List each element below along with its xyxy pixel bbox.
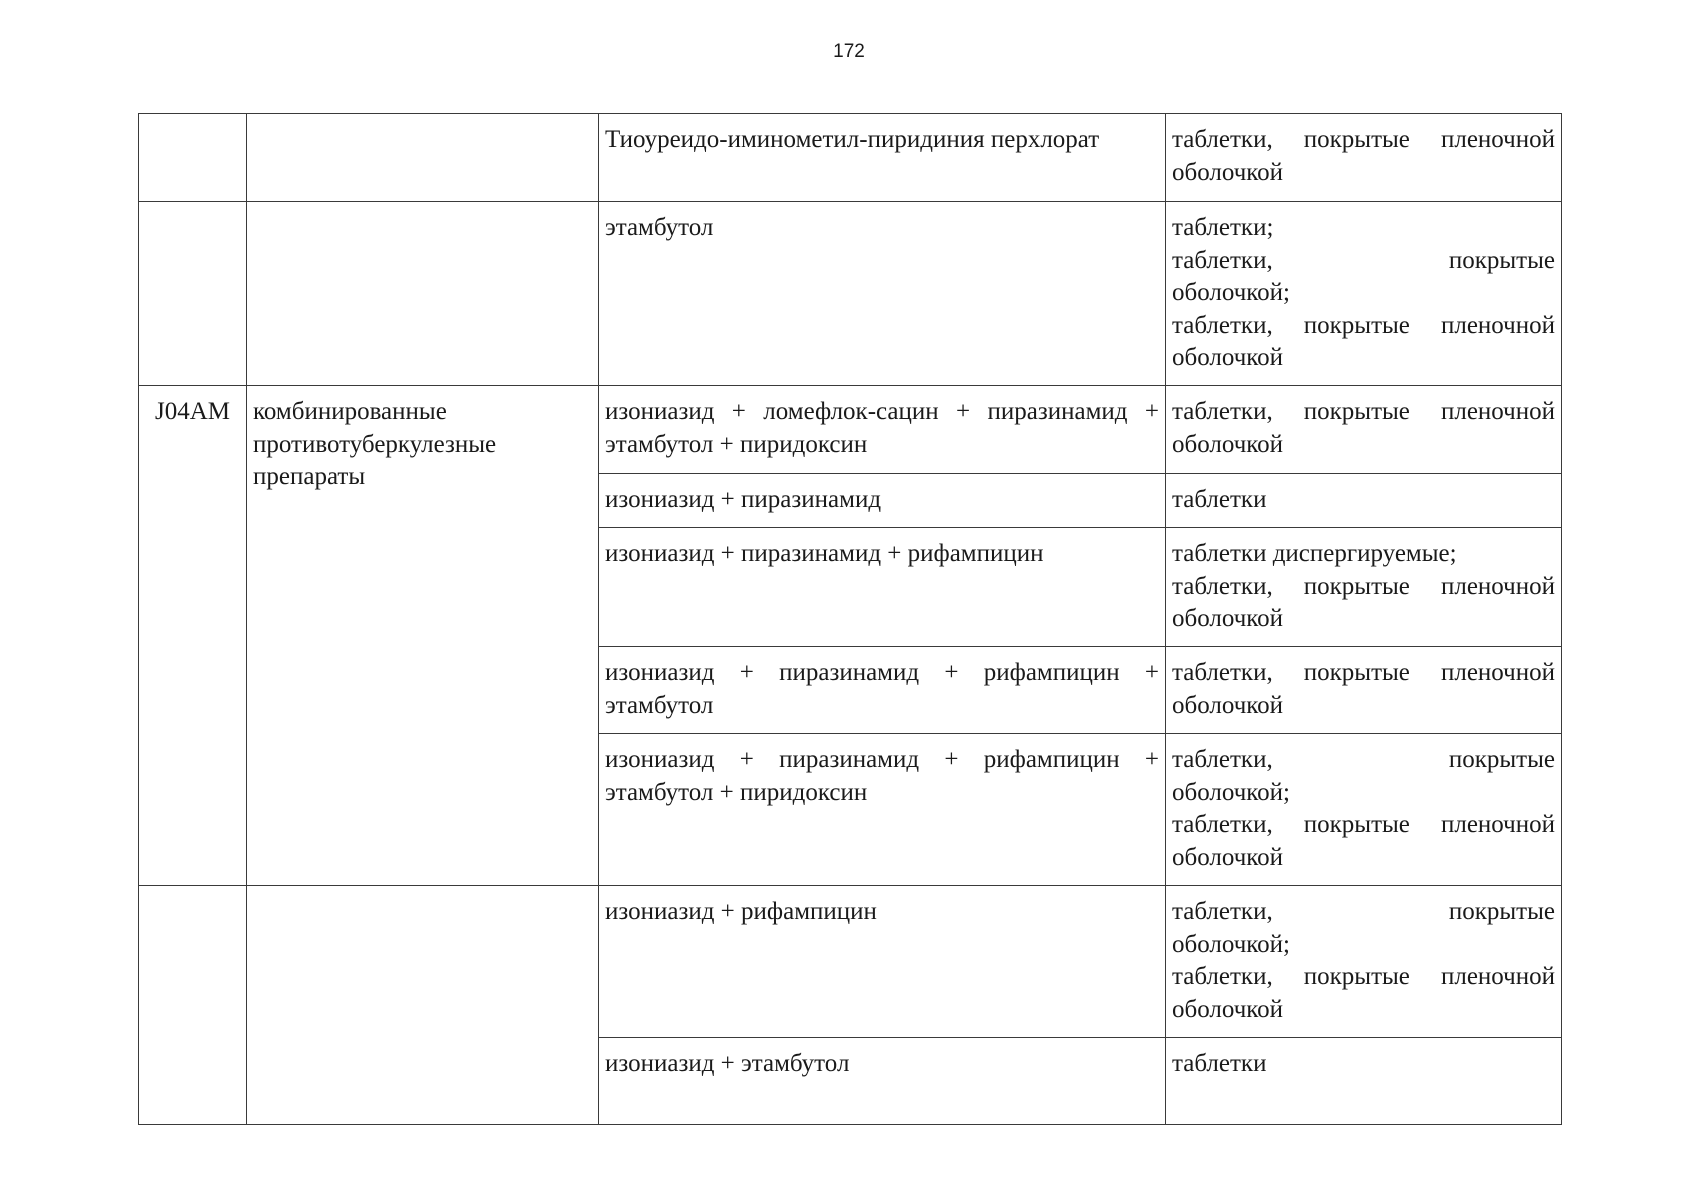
group-name-cell (247, 114, 599, 202)
drug-name-cell: этамбутол (599, 202, 1166, 386)
table-row (139, 386, 1562, 474)
dosage-form-cell (1166, 528, 1562, 647)
dosage-form-cell (1166, 647, 1562, 734)
table-row (139, 202, 1562, 386)
dosage-form-line: оболочкой; (1172, 930, 1290, 958)
drug-name-cell: изониазид + ломефлок-сацин + пиразинамид + этамбутол + пиридоксин (599, 386, 1166, 474)
dosage-form-cell (1166, 114, 1562, 202)
dosage-form-cell (1166, 474, 1562, 528)
atc-code-cell: J04AM (139, 386, 247, 886)
dosage-form-line: оболочкой; (1172, 279, 1290, 306)
table-row (139, 886, 1562, 1038)
dosage-form-line: таблетки, покрытые пленочной оболочкой (1172, 126, 1555, 186)
dosage-form-line: таблетки, покрытые (1172, 898, 1555, 925)
group-name-cell: комбинированные противотуберкулезные препараты (247, 386, 599, 886)
dosage-form-cell (1166, 202, 1562, 386)
dosage-form-line: таблетки (1172, 1050, 1267, 1077)
dosage-form-cell (1166, 734, 1562, 886)
drug-name-cell: изониазид + пиразинамид + рифампицин + этамбутол + пиридоксин (599, 734, 1166, 886)
dosage-form-line: оболочкой; (1172, 778, 1290, 806)
dosage-form-line: таблетки диспергируемые; (1172, 540, 1457, 567)
dosage-form-line: таблетки, покрытые пленочной оболочкой (1172, 311, 1555, 371)
drug-name-cell: изониазид + пиразинамид (599, 474, 1166, 528)
drug-name-cell: изониазид + пиразинамид + рифампицин (599, 528, 1166, 647)
dosage-form-line: таблетки, покрытые (1172, 746, 1555, 773)
dosage-form-line: таблетки, покрытые (1172, 246, 1555, 274)
atc-code-cell (139, 886, 247, 1125)
atc-code-cell (139, 114, 247, 202)
dosage-form-line: таблетки; (1172, 214, 1274, 241)
dosage-form-line: таблетки, покрытые пленочной оболочкой (1172, 811, 1555, 871)
medication-table (138, 113, 1562, 1125)
dosage-form-line: таблетки (1172, 486, 1267, 513)
dosage-form-line: таблетки, покрытые пленочной оболочкой (1172, 659, 1555, 719)
dosage-form-line: таблетки, покрытые пленочной оболочкой (1172, 398, 1555, 458)
drug-name-cell: изониазид + рифампицин (599, 886, 1166, 1038)
group-name-cell (247, 202, 599, 386)
dosage-form-line: таблетки, покрытые пленочной оболочкой (1172, 963, 1555, 1023)
table-row (139, 114, 1562, 202)
dosage-form-cell (1166, 386, 1562, 474)
drug-name-cell: изониазид + пиразинамид + рифампицин + этамбутол (599, 647, 1166, 734)
group-name-cell (247, 886, 599, 1125)
drug-name-cell: изониазид + этамбутол (599, 1038, 1166, 1125)
dosage-form-line: таблетки, покрытые пленочной оболочкой (1172, 572, 1555, 632)
dosage-form-cell (1166, 1038, 1562, 1125)
dosage-form-cell (1166, 886, 1562, 1038)
page-number: 172 (833, 41, 865, 62)
drug-name-cell: Тиоуреидо-иминометил-пиридиния перхлорат (599, 114, 1166, 202)
atc-code-cell (139, 202, 247, 386)
